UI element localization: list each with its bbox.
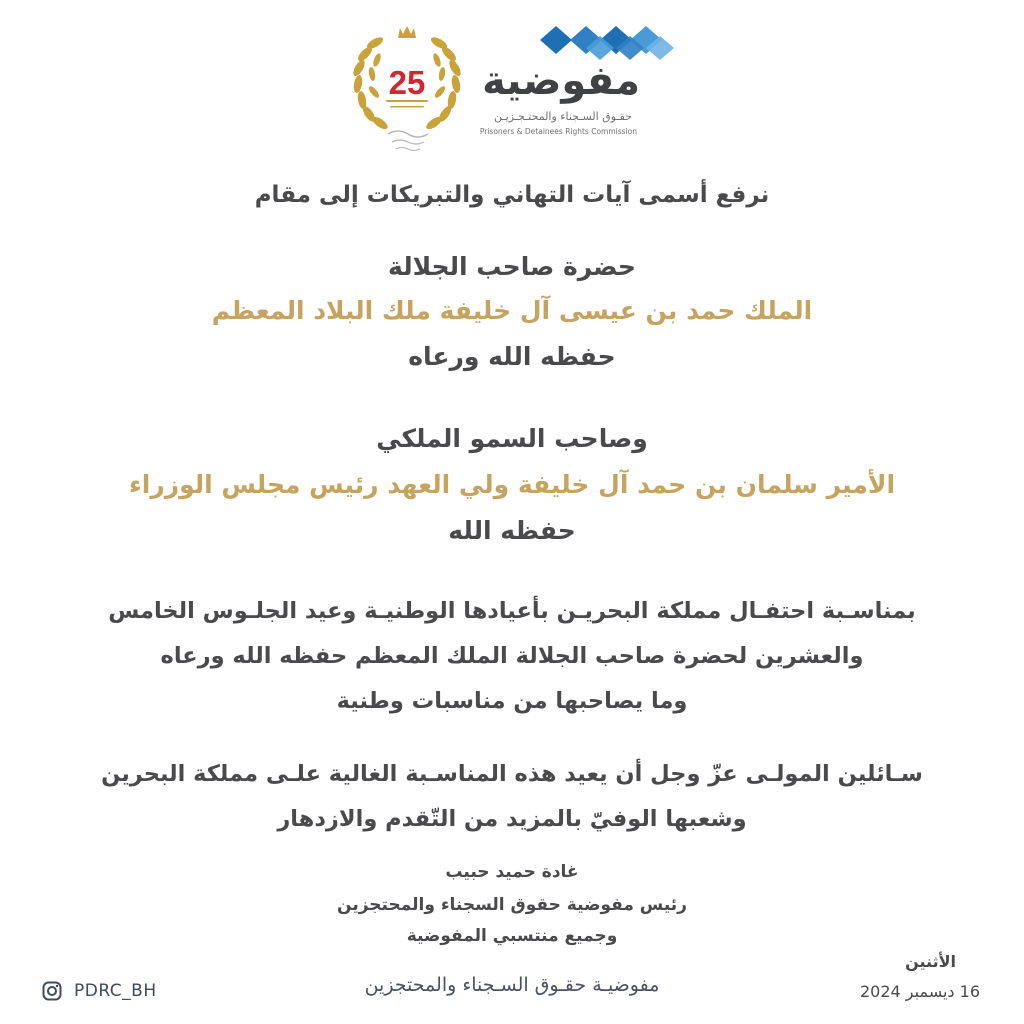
footer-day: الأثنين xyxy=(905,952,956,971)
emblem-number: 25 xyxy=(388,64,426,101)
king-name: الملك حمد بن عيسى آل خليفة ملك البلاد المعظم xyxy=(211,296,813,325)
king-prayer: حفظه الله ورعاه xyxy=(408,342,616,371)
footer-date: 16 ديسمبر 2024 xyxy=(859,982,980,1001)
signature-role: رئيس مفوضية حقوق السجناء والمحتجزين xyxy=(337,895,687,915)
social-handle-text: PDRC_BH xyxy=(74,981,157,1001)
wish-line-2: وشعبها الوفيّ بالمزيد من التّقدم والازدهار xyxy=(277,806,747,832)
commission-logo xyxy=(472,24,682,144)
commission-subtitle-ar: حقـوق السـجناء والمحتـجـزيـن xyxy=(494,110,632,123)
signature-staff: وجميع منتسبي المفوضية xyxy=(406,926,618,946)
instagram-icon xyxy=(42,981,62,1001)
prince-prayer: حفظه الله xyxy=(448,516,576,545)
prince-name: الأمير سلمان بن حمد آل خليفة ولي العهد رئيس مجلس الوزراء xyxy=(128,470,896,499)
occasion-line-2: والعشرين لحضرة صاحب الجلالة الملك المعظم حفظه الله ورعاه xyxy=(160,643,864,669)
footer-org-name: مفوضيـة حقـوق السـجناء والمحتجزين xyxy=(364,974,660,996)
intro-line: نرفع أسمى آيات التهاني والتبريكات إلى مقام xyxy=(254,182,770,208)
signature-name: غادة حميد حبيب xyxy=(445,862,579,882)
king-title: حضرة صاحب الجلالة xyxy=(388,252,636,281)
prince-title: وصاحب السمو الملكي xyxy=(376,424,648,453)
occasion-line-3: وما يصاحبها من مناسبات وطنية xyxy=(336,688,688,714)
occasion-line-1: بمناسـبة احتفـال مملكة البحريـن بأعيادها الوطنيـة وعيد الجلـوس الخامس xyxy=(108,598,916,624)
commission-name-ar: مفوضية xyxy=(482,58,640,104)
commission-subtitle-en: Prisoners & Detainees Rights Commission xyxy=(479,127,637,136)
jubilee-laurel-emblem-icon xyxy=(348,22,466,160)
social-handle[interactable] xyxy=(42,978,157,1004)
wish-line-1: سـائلين المولـى عزّ وجل أن يعيد هذه المناسـبة الغالية علـى مملكة البحرين xyxy=(101,761,923,787)
